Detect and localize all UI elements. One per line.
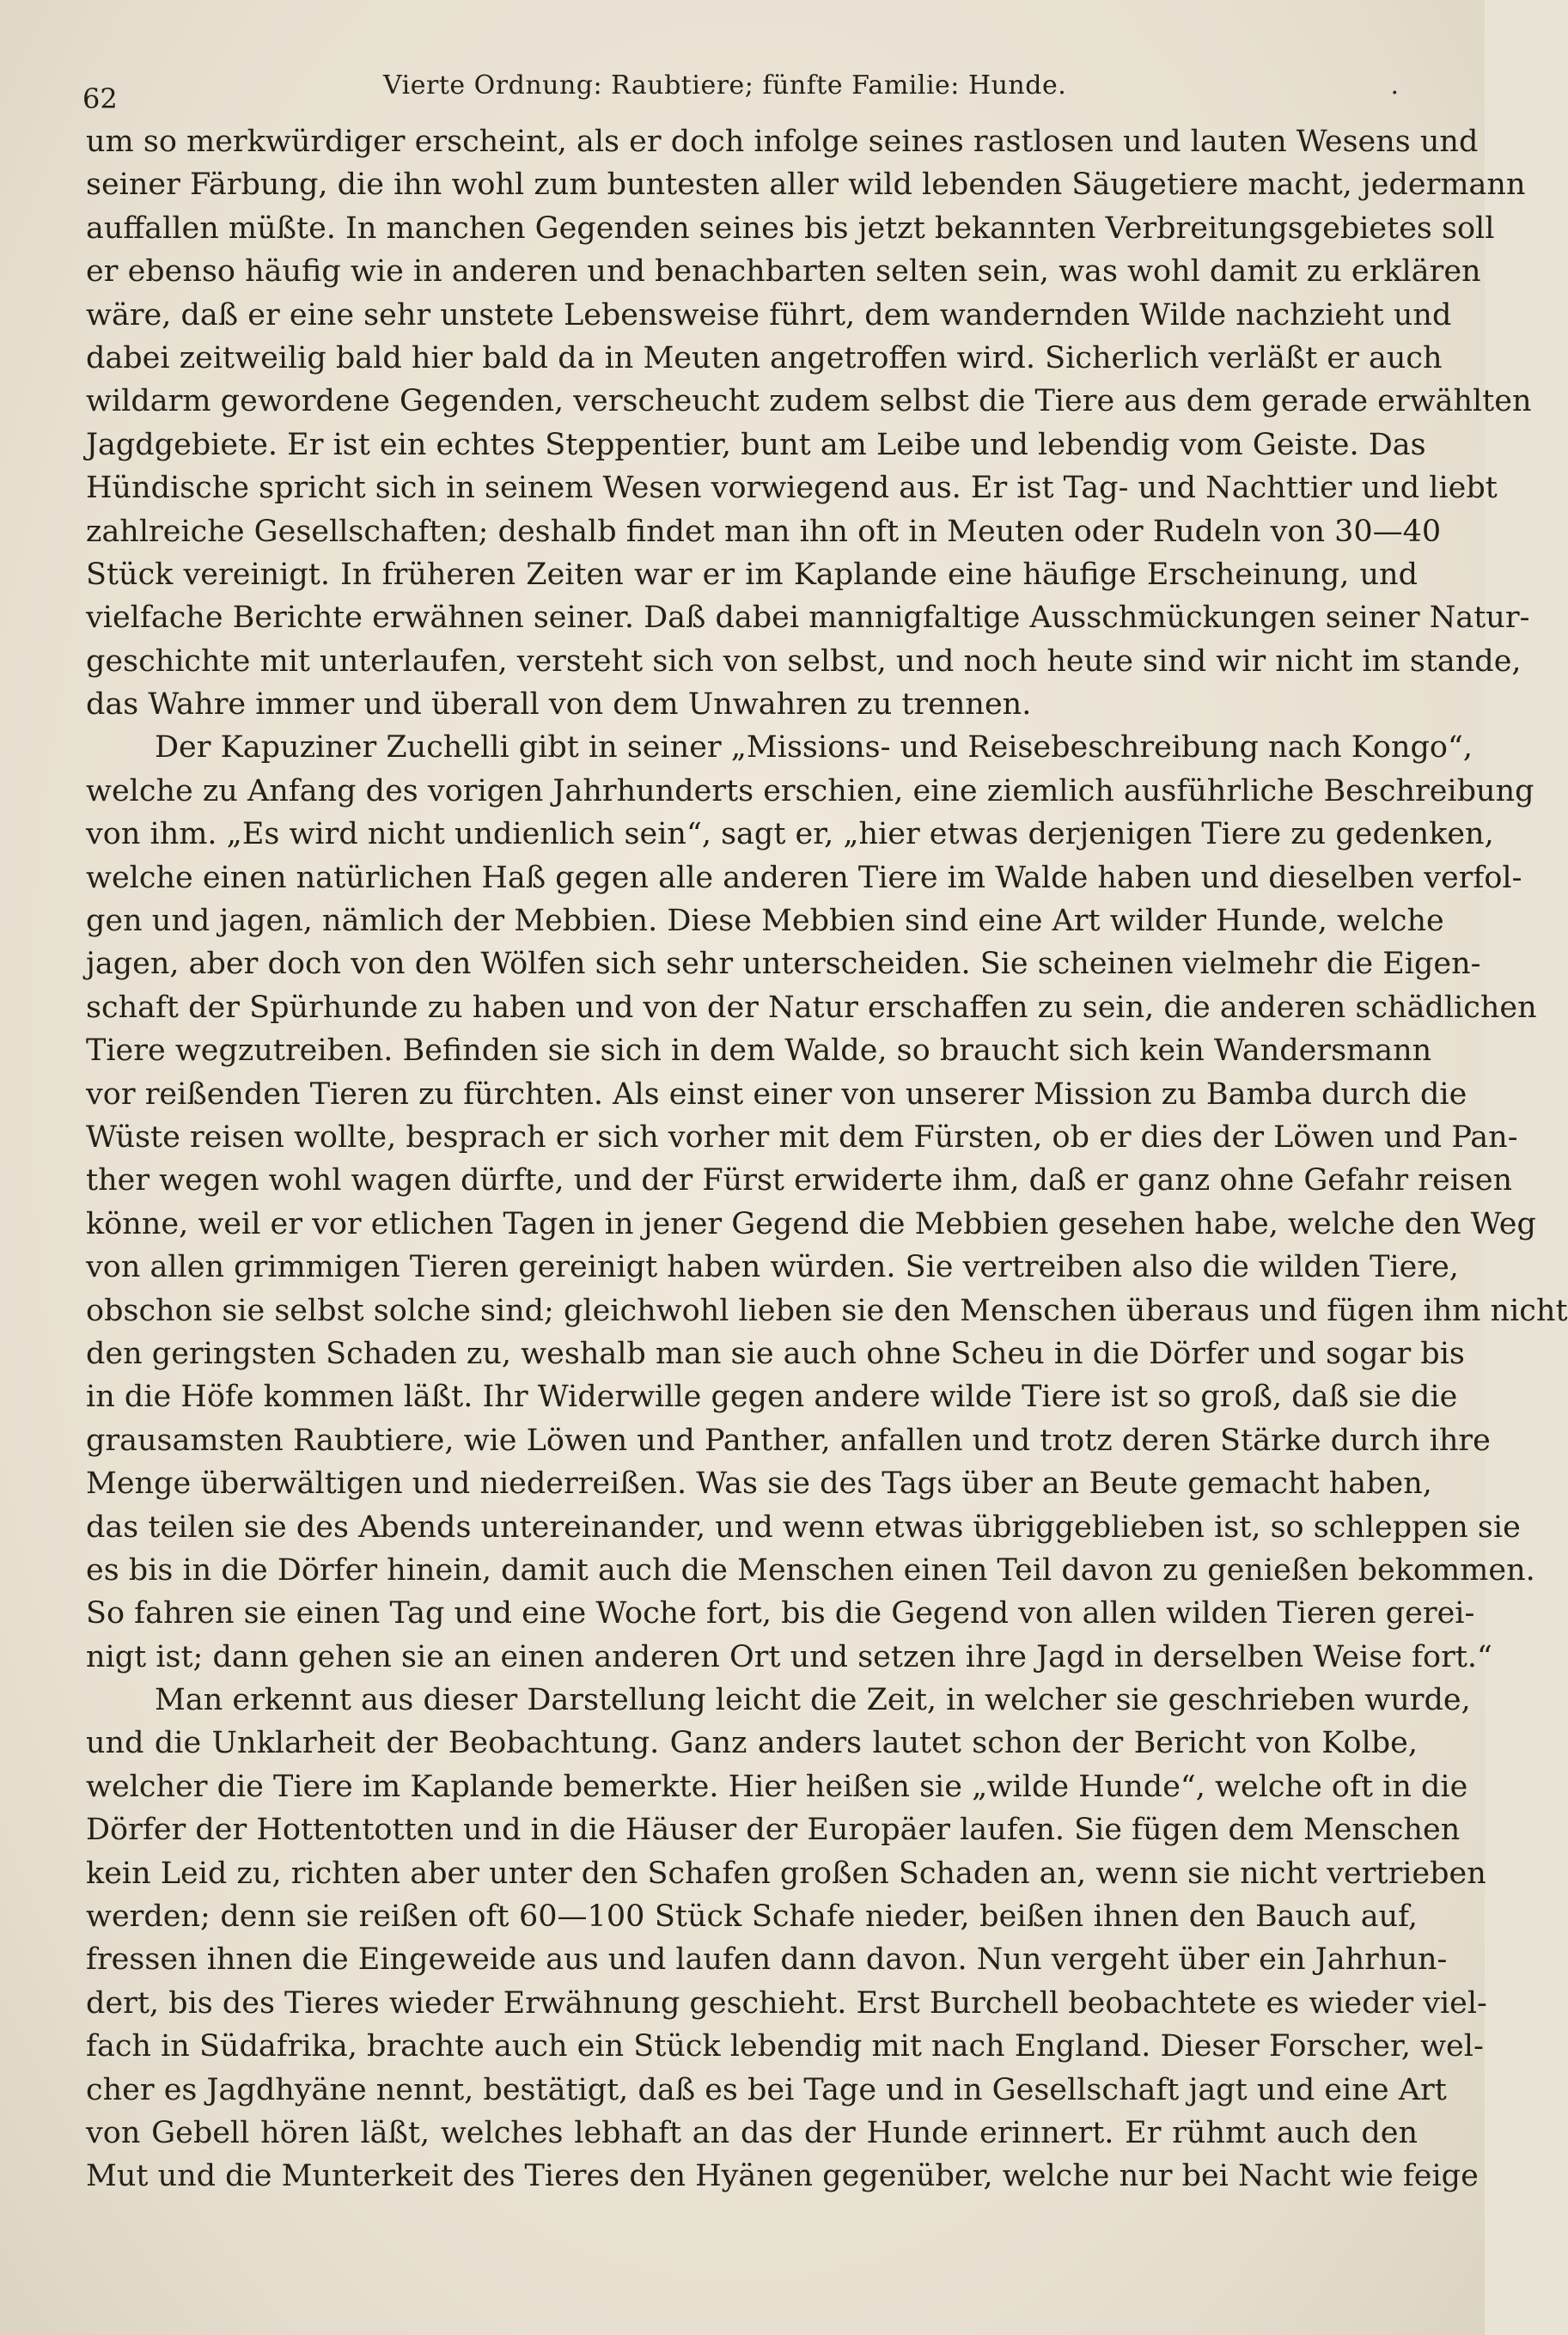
text-line: von allen grimmigen Tieren gereinigt haben würden. Sie vertreiben also die wilden Tiere,: [86, 1250, 1459, 1285]
text-line: um so merkwürdiger erscheint, als er doch infolge seines rastlosen und lauten Wesens und: [86, 125, 1479, 159]
text-line: könne, weil er vor etlichen Tagen in jener Gegend die Mebbien gesehen habe, welche den Weg: [86, 1206, 1536, 1241]
page-number: 62: [82, 82, 118, 115]
text-line: vor reißenden Tieren zu fürchten. Als einst einer von unserer Mission zu Bamba durch die: [86, 1076, 1467, 1112]
text-line: ther wegen wohl wagen dürfte, und der Fürst erwiderte ihm, daß er ganz ohne Gefahr reisen: [86, 1163, 1513, 1198]
text-line: jagen, aber doch von den Wölfen sich sehr unterscheiden. Sie scheinen vielmehr die Eigen-: [86, 947, 1481, 982]
text-line: von Gebell hören läßt, welches lebhaft an das der Hunde erinnert. Er rühmt auch den: [86, 2115, 1418, 2150]
paragraph: [86, 1679, 1487, 2198]
text-line: es bis in die Dörfer hinein, damit auch die Menschen einen Teil davon zu genießen bekommen.: [86, 1552, 1535, 1588]
text-line: dert, bis des Tieres wieder Erwähnung geschieht. Erst Burchell beobachtete es wieder viel-: [86, 1985, 1487, 2021]
text-line: cher es Jagdhyäne nennt, bestätigt, daß es bei Tage und in Gesellschaft jagt und eine Art: [86, 2072, 1447, 2107]
page-header: [82, 70, 1407, 113]
paragraph: [86, 726, 1568, 1679]
text-line: zahlreiche Gesellschaften; deshalb findet man ihn oft in Meuten oder Rudeln von 30—40: [86, 514, 1442, 549]
text-line: Man erkennt aus dieser Darstellung leicht die Zeit, in welcher sie geschrieben wurde,: [155, 1683, 1471, 1718]
text-line: Jagdgebiete. Er ist ein echtes Steppentier, bunt am Leibe und lebendig vom Geiste. Das: [86, 427, 1426, 462]
text-line: dabei zeitweilig bald hier bald da in Meuten angetroffen wird. Sicherlich verläßt er auch: [86, 340, 1443, 375]
text-line: Dörfer der Hottentotten und in die Häuser der Europäer laufen. Sie fügen dem Menschen: [86, 1813, 1461, 1848]
text-line: vielfache Berichte erwähnen seiner. Daß dabei mannigfaltige Ausschmückungen seiner Natur-: [86, 601, 1530, 636]
header-mark: .: [1390, 70, 1399, 101]
text-line: fach in Südafrika, brachte auch ein Stück lebendig mit nach England. Dieser Forscher, wel-: [86, 2029, 1484, 2064]
text-line: wäre, daß er eine sehr unstete Lebensweise führt, dem wandernden Wilde nachzieht und: [86, 297, 1452, 332]
body-text: [86, 120, 1568, 2198]
text-line: Tiere wegzutreiben. Befinden sie sich in dem Walde, so braucht sich kein Wandersmann: [86, 1033, 1432, 1069]
text-line: auffallen müßte. In manchen Gegenden seines bis jetzt bekannten Verbreitungsgebietes soll: [86, 210, 1495, 246]
text-line: werden; denn sie reißen oft 60—100 Stück Schafe nieder, beißen ihnen den Bauch auf,: [86, 1899, 1418, 1935]
text-line: Mut und die Munterkeit des Tieres den Hyänen gegenüber, welche nur bei Nacht wie feige: [86, 2159, 1479, 2194]
text-line: das teilen sie des Abends untereinander, und wenn etwas übriggeblieben ist, so schleppen sie: [86, 1509, 1521, 1545]
text-line: er ebenso häufig wie in anderen und benachbarten selten sein, was wohl damit zu erklären: [86, 254, 1481, 290]
text-line: obschon sie selbst solche sind; gleichwohl lieben sie den Menschen überaus und fügen ihm nicht: [86, 1293, 1568, 1328]
text-line: seiner Färbung, die ihn wohl zum buntesten aller wild lebenden Säugetiere macht, jedermann: [86, 168, 1526, 203]
text-line: gen und jagen, nämlich der Mebbien. Diese Mebbien sind eine Art wilder Hunde, welche: [86, 904, 1444, 939]
text-line: kein Leid zu, richten aber unter den Schafen großen Schaden an, wenn sie nicht vertrieben: [86, 1856, 1486, 1891]
text-line: fressen ihnen die Eingeweide aus und laufen dann davon. Nun vergeht über ein Jahrhun-: [86, 1942, 1448, 1978]
text-line: schaft der Spürhunde zu haben und von der Natur erschaffen zu sein, die anderen schädlichen: [86, 990, 1537, 1025]
text-line: von ihm. „Es wird nicht undienlich sein“, sagt er, „hier etwas derjenigen Tiere zu gedenken,: [86, 817, 1494, 852]
text-line: Stück vereinigt. In früheren Zeiten war er im Kaplande eine häufige Erscheinung, und: [86, 557, 1418, 592]
text-line: in die Höfe kommen läßt. Ihr Widerwille gegen andere wilde Tiere ist so groß, daß sie die: [86, 1380, 1458, 1415]
text-line: welcher die Tiere im Kaplande bemerkte. Hier heißen sie „wilde Hunde“, welche oft in die: [86, 1769, 1468, 1804]
text-line: und die Unklarheit der Beobachtung. Ganz anders lautet schon der Bericht von Kolbe,: [86, 1726, 1418, 1761]
text-line: geschichte mit unterlaufen, versteht sich von selbst, und noch heute sind wir nicht im stande,: [86, 643, 1522, 679]
text-line: So fahren sie einen Tag und eine Woche fort, bis die Gegend von allen wilden Tieren gerei-: [86, 1596, 1475, 1631]
text-line: den geringsten Schaden zu, weshalb man sie auch ohne Scheu in die Dörfer und sogar bis: [86, 1336, 1465, 1371]
text-line: Menge überwältigen und niederreißen. Was sie des Tags über an Beute gemacht haben,: [86, 1466, 1432, 1502]
text-line: nigt ist; dann gehen sie an einen anderen Ort und setzen ihre Jagd in derselben Weise fort.“: [86, 1639, 1492, 1674]
text-line: wildarm gewordene Gegenden, verscheucht zudem selbst die Tiere aus dem gerade erwählten: [86, 384, 1532, 419]
text-line: das Wahre immer und überall von dem Unwahren zu trennen.: [86, 687, 1032, 722]
text-line: welche zu Anfang des vorigen Jahrhunderts erschien, eine ziemlich ausführliche Beschreibung: [86, 773, 1534, 808]
text-line: Hündische spricht sich in seinem Wesen vorwiegend aus. Er ist Tag- und Nachttier und liebt: [86, 471, 1498, 506]
text-line: Der Kapuziner Zuchelli gibt in seiner „Missions- und Reisebeschreibung nach Kongo“,: [155, 730, 1473, 765]
running-head: Vierte Ordnung: Raubtiere; fünfte Familie: Hunde.: [383, 70, 1067, 101]
text-line: Wüste reisen wollte, besprach er sich vorher mit dem Fürsten, ob er dies der Löwen und Pan-: [86, 1119, 1518, 1155]
text-line: grausamsten Raubtiere, wie Löwen und Panther, anfallen und trotz deren Stärke durch ihre: [86, 1423, 1491, 1458]
paragraph: [86, 120, 1532, 726]
text-line: welche einen natürlichen Haß gegen alle anderen Tiere im Walde haben und dieselben verfol-: [86, 860, 1522, 895]
